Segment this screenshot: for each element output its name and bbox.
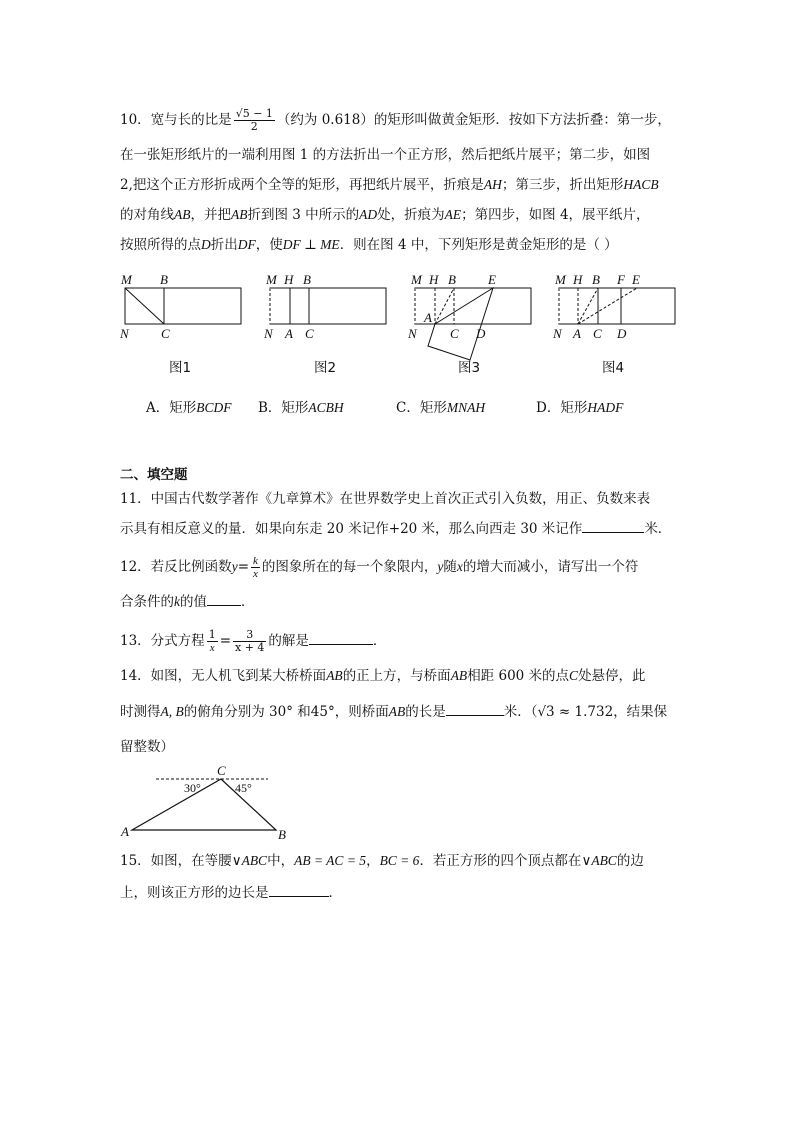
- math-var: C: [569, 668, 579, 683]
- fig1-diagonal: [125, 288, 164, 324]
- figure-caption: 图1: [169, 360, 192, 376]
- q10-text: ；第四步，如图 4，展平纸片，: [461, 207, 650, 223]
- fig2-rect: [270, 288, 386, 324]
- q10-line-3: [120, 176, 659, 194]
- section-heading: 二、填空题: [120, 467, 188, 483]
- answer-blank[interactable]: [269, 884, 329, 897]
- option-rect-name: HADF: [587, 400, 624, 415]
- q14-text: 相距 600 米的点: [467, 668, 570, 684]
- angle-label-45: 45°: [235, 781, 252, 795]
- q15-text: 15．如图，在等腰: [120, 853, 232, 869]
- fig3-label: B: [448, 272, 456, 287]
- point-label-C: C: [217, 764, 226, 778]
- point-label-B: B: [278, 827, 286, 842]
- q13-text: 的解是: [268, 633, 309, 649]
- math-expression: ∨ABC: [581, 853, 617, 868]
- fig4-label: H: [573, 272, 583, 287]
- q14-text: 的正上方，与桥面: [342, 668, 451, 684]
- fig3-label: D: [476, 326, 486, 341]
- q15-text: 的边: [616, 853, 644, 869]
- point-label-A: A: [121, 824, 129, 839]
- frac-numerator: 3: [233, 629, 266, 642]
- fig2-label: B: [303, 272, 311, 287]
- math-var: k: [174, 594, 180, 609]
- q10-text: ，使: [255, 237, 283, 253]
- figure-caption: 图3: [458, 360, 481, 376]
- q14-line-2: [120, 703, 667, 721]
- q12-text: 的值: [180, 594, 207, 610]
- q14-text: 14．如图，无人机飞到某大桥桥面: [120, 668, 327, 684]
- figure-3: [415, 288, 531, 360]
- fig3-label: A: [424, 310, 432, 325]
- q14-text: 米．（: [503, 704, 538, 720]
- fig4-AE-dashed: [578, 288, 637, 324]
- q12-line-1: [120, 555, 638, 580]
- frac-numerator: 1: [208, 628, 216, 641]
- math-var: y: [437, 559, 444, 574]
- q10-text: 的对角线: [120, 207, 174, 223]
- q14-text: 的长是: [405, 704, 446, 720]
- q13-text: 13．分式方程: [120, 633, 205, 649]
- figure-1: [125, 288, 241, 324]
- fig4-AB-dashed: [578, 288, 598, 324]
- math-var: AB: [450, 668, 468, 683]
- q14-text: ，结果保: [613, 704, 668, 720]
- math-var: AB: [388, 704, 406, 719]
- q12-line-2: [120, 593, 255, 611]
- fig1-label: N: [120, 326, 129, 341]
- q10-line-4: [120, 206, 650, 224]
- q10-text: ；第三步，折出矩形: [501, 177, 624, 193]
- golden-ratio-fraction: [234, 108, 275, 133]
- option-d[interactable]: [536, 396, 623, 416]
- option-rect-name: BCDF: [196, 400, 232, 415]
- fig3-label: E: [488, 272, 496, 287]
- q11-line-1: [120, 490, 650, 508]
- fig1-label: M: [121, 272, 132, 287]
- math-var: AD: [359, 207, 378, 222]
- math-var: AB: [326, 668, 343, 683]
- fig3-label: M: [411, 272, 422, 287]
- q10-text: 按照所得的点: [120, 237, 201, 253]
- math-var: AH: [483, 177, 502, 192]
- answer-blank[interactable]: [207, 593, 241, 606]
- math-op: =: [219, 633, 231, 649]
- q10-text: 处，折痕为: [377, 207, 445, 223]
- fig2-label: A: [285, 326, 293, 341]
- q11-text: 米．: [644, 521, 672, 537]
- q14-text: 处悬停，此: [578, 668, 646, 684]
- fig3-label: H: [429, 272, 439, 287]
- figure-4-labels: [552, 272, 640, 341]
- math-var: HACB: [623, 177, 659, 192]
- fraction-1-over-x: [207, 629, 218, 654]
- math-expression: BC = 6: [379, 853, 420, 868]
- q14-text: 留整数）: [120, 739, 174, 755]
- q10-text: 在一张矩形纸片的一端利用图 1 的方法折出一个正方形，然后把纸片展平；第二步，如图: [120, 147, 651, 163]
- math-expression: DF ⊥ ME: [282, 237, 340, 252]
- q11-text: 示具有相反意义的量．如果向东走 20 米记作+20 米，那么向西走 30 米记作: [120, 521, 583, 537]
- fig1-rect: [125, 288, 241, 324]
- q10-text: ．则在图 4 中，下列矩形是黄金矩形的是（ ）: [339, 237, 618, 253]
- fig2-label: N: [264, 326, 273, 341]
- q13-line: [120, 629, 386, 654]
- answer-blank[interactable]: [309, 632, 373, 645]
- math-var: D: [201, 237, 211, 252]
- q15-text: 上，则该正方形的边长是: [120, 885, 269, 901]
- fig4-label: A: [573, 326, 581, 341]
- answer-blank[interactable]: [582, 520, 644, 533]
- frac-denominator: x + 4: [235, 641, 265, 654]
- q14-line-3: [120, 738, 174, 756]
- answer-blank[interactable]: [446, 703, 504, 716]
- math-op: =: [237, 559, 249, 575]
- fig4-rect: [559, 288, 675, 324]
- q10-line-1: [120, 108, 671, 133]
- math-var: A, B: [160, 704, 184, 719]
- frac-numerator: k: [253, 555, 258, 567]
- q10-text: 折到图 3 中所示的: [247, 207, 360, 223]
- q12-text: 的增大而减小，请写出一个符: [462, 559, 639, 575]
- fig4-label: C: [593, 326, 602, 341]
- q10-figures: [0, 268, 794, 378]
- fraction-3-over-x-plus-4: [233, 629, 266, 654]
- q14-text: 的俯角分别为 30° 和45°，则桥面: [183, 704, 389, 720]
- angle-label-30: 30°: [184, 781, 201, 795]
- q15-text: ，: [366, 853, 380, 869]
- q10-text: 2,把这个正方形折成两个全等的矩形，再把纸片展平，折痕是: [120, 177, 484, 193]
- math-var: x: [456, 559, 463, 574]
- figure-3-labels: [407, 272, 496, 341]
- q10-text: （约为 0.618）的矩形叫做黄金矩形．按如下方法折叠：第一步，: [276, 112, 671, 128]
- option-label: D．矩形: [536, 400, 588, 416]
- frac-denominator: x: [209, 642, 215, 654]
- q15-text: ．: [328, 885, 342, 901]
- q12-text: 合条件的: [120, 594, 174, 610]
- math-var: AE: [444, 207, 462, 222]
- fig1-label: B: [160, 272, 168, 287]
- frac-denominator: x: [253, 568, 258, 580]
- option-label: A．矩形: [146, 400, 197, 416]
- option-label: C．矩形: [396, 400, 447, 416]
- figure-4: [559, 288, 675, 324]
- option-label: B．矩形: [258, 400, 309, 416]
- option-c[interactable]: [396, 396, 485, 416]
- q15-line-1: [120, 852, 644, 870]
- fig3-rect: [415, 288, 531, 324]
- q14-figure: [118, 764, 318, 844]
- q14-text: 时测得: [120, 704, 161, 720]
- figure-2: [270, 288, 386, 324]
- q11-text: 11．中国古代数学著作《九章算术》在世界数学史上首次正式引入负数，用正、负数来表: [120, 491, 651, 507]
- math-var: DF: [237, 237, 256, 252]
- fig2-label: C: [305, 326, 314, 341]
- figure-caption: 图2: [314, 360, 337, 376]
- q12-text: 的图象所在的每一个象限内，: [261, 559, 438, 575]
- fig4-label: D: [617, 326, 627, 341]
- q10-text: 宽与长的比是: [150, 112, 232, 128]
- q10-number: 10．: [120, 112, 151, 128]
- math-var: y: [231, 559, 238, 574]
- fig1-label: C: [161, 326, 170, 341]
- option-a[interactable]: [146, 396, 232, 416]
- option-rect-name: MNAH: [446, 400, 486, 415]
- q13-text: ．: [372, 633, 387, 649]
- q15-text: 中，: [267, 853, 295, 869]
- frac-denominator: 2: [250, 120, 258, 133]
- math-var: AB: [174, 207, 191, 222]
- fig3-label: N: [408, 326, 417, 341]
- math-expression: √3 ≈ 1.732: [537, 704, 614, 720]
- fig4-label: E: [632, 272, 640, 287]
- q12-text: 12．若反比例函数: [120, 559, 232, 575]
- q14-line-1: [120, 667, 646, 685]
- math-expression: AB = AC = 5: [294, 853, 367, 868]
- fig3-label: C: [450, 326, 459, 341]
- math-expression: ∨ABC: [231, 853, 268, 868]
- frac-numerator: √5 − 1: [235, 107, 273, 120]
- q10-line-2: [120, 146, 650, 164]
- option-b[interactable]: [258, 396, 344, 416]
- option-rect-name: ACBH: [308, 400, 344, 415]
- fig4-label: N: [553, 326, 562, 341]
- figure-captions: [169, 360, 624, 376]
- q10-text: 折出: [210, 237, 238, 253]
- q10-text: ，并把: [190, 207, 231, 223]
- q11-line-2: [120, 520, 671, 538]
- fig2-label: M: [266, 272, 277, 287]
- q15-text: ．若正方形的四个顶点都在: [419, 853, 582, 869]
- math-var: AB: [231, 207, 248, 222]
- fig4-label: B: [592, 272, 600, 287]
- fig4-label: F: [617, 272, 625, 287]
- triangle-ABC: [132, 779, 276, 830]
- figure-caption: 图4: [602, 360, 625, 376]
- q15-line-2: [120, 884, 342, 902]
- q10-line-5: [120, 236, 618, 254]
- k-over-x-fraction: [251, 555, 260, 580]
- q12-text: ．: [241, 594, 255, 610]
- q12-text: 随: [443, 559, 457, 575]
- fig4-label: M: [555, 272, 566, 287]
- fig2-label: H: [284, 272, 294, 287]
